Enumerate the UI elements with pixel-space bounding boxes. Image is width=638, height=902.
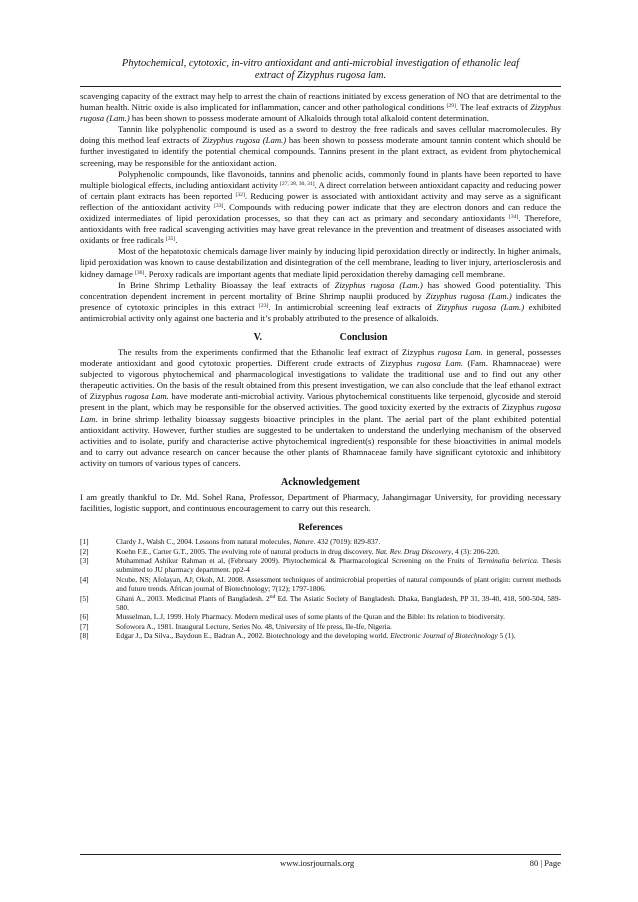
reference-number: [6] (80, 612, 89, 622)
reference-text (116, 556, 561, 575)
text-run: . Peroxy radicals are important agents that mediate lipid peroxidation thereby damaging cell membrane. (144, 268, 505, 279)
reference-item (80, 556, 561, 575)
reference-text (116, 622, 561, 631)
page-footer (80, 854, 561, 869)
species-name: rugosa Lam. (80, 402, 561, 424)
running-header-line-2: extract of Zizyphus rugosa lam. (254, 70, 387, 81)
text-run: Musselman, L.J, 1999. Holy Pharmacy. Modern medical uses of some plants of the Quran and the Bible: Its relation to biodiversity. (116, 612, 506, 622)
text-run: Muhammad Ashikur Rahman et al, (February 2009). Phytochemical & Pharmacological Screening on the Fruits of (116, 556, 478, 565)
reference-text (116, 612, 561, 621)
footer-page-number: 80 | Page (529, 858, 561, 868)
reference-text (116, 537, 561, 546)
species-name: Nat. Rev. Drug Discovery (375, 546, 452, 556)
text-run: Koehn F.E., Carter G.T., 2005. The evolving role of natural products in drug discovery. (116, 546, 376, 556)
reference-number: [3] (80, 556, 89, 565)
reference-item (80, 622, 561, 631)
citation-marker: [33] (214, 202, 224, 209)
text-run: Ncube, NS; Afolayan, AJ; Okoh, AI. 2008. Assessment techniques of antimicrobial properties of natural compounds of plant origin: current methods and future trends. African journal of Biotechnology; 7(12); 1797-1806. (116, 574, 561, 594)
text-run: 5 (1). (497, 631, 516, 641)
reference-item (80, 631, 561, 640)
citation-marker: nd (269, 593, 276, 600)
text-run: Edgar J., Da Silva., Baydoun E., Badran A., 2002. Biotechnology and the developing world. (116, 631, 391, 641)
text-run: . 432 (7019): 829-837. (313, 537, 381, 547)
page-body (80, 58, 561, 641)
paragraph-brine-shrimp (80, 280, 561, 324)
paragraph-polyphenolic (80, 169, 561, 247)
reference-number: [5] (80, 593, 89, 603)
text-run: Sofowora A., 1981. Inaugural Lecture, Series No. 48, University of Ife press, Ile-Ife, Nigeria. (116, 621, 392, 631)
text-run: The results from the experiments confirmed that the Ethanolic leaf extract of Zizyphus (118, 346, 438, 357)
paragraph-tannin (80, 124, 561, 168)
species-name: rugosa Lam. (416, 358, 464, 369)
text-run: (Fam. Rhamnaceae) were subjected to vigorous phytochemical and pharmacological investigations to validate the traditional use and to find out any other therapeutic activities. On the basis of the result obtained from this present investigation, we can also conclude that the leaf ethanol extract of Zizyphus (80, 358, 561, 402)
citation-marker: [32] (235, 191, 245, 198)
text-run: in general, possesses moderate antioxidant and good cytotoxic properties. Different crude extracts of Zizyphus (80, 346, 561, 369)
text-run: has been shown to possess moderate amount tannin content which should be further investigated to identify the potential chemical compounds. Tannins present in the plant extract, as evident from phytochemical screening, may be responsible for the antioxidant action. (80, 135, 561, 168)
paragraph-nitric-oxide (80, 91, 561, 124)
text-run: exhibited antimicrobial activity only against one bacteria and it’s probably attributed to the presence of alkaloids. (80, 301, 562, 323)
species-name: Zizyphus rugosa (Lam.) (436, 301, 525, 312)
text-run: indicates the presence of cytotoxic principles in this extract (80, 290, 561, 312)
reference-list (80, 537, 561, 640)
acknowledgement-heading: Acknowledgement (281, 477, 360, 488)
running-header (80, 58, 561, 82)
reference-text (116, 547, 561, 556)
footer-journal-link[interactable]: www.iosrjournals.org (280, 858, 355, 868)
paragraph-conclusion (80, 347, 561, 469)
acknowledgement-text: I am greatly thankful to Dr. Md. Sohel Rana, Professor, Department of Pharmacy, Jahangirnagar University, for providing necessary facilities, logistic support, and continuous encouragement to carry out this research. (80, 492, 561, 514)
citation-marker: [36] (135, 269, 145, 276)
text-run: Clardy J., Walsh C., 2004. Lessons from natural molecules, (116, 537, 294, 547)
reference-number: [7] (80, 621, 89, 631)
text-run: in brine shrimp lethality bioassay suggests bioactive principles in the plant. The aerial part of the plant exhibited potential antioxidant activity. However, further studies are suggested to be undertaken to understand the underlying mechanism of the observed activities and to isolate, purify and characterise active phytochemical ingredient(s) responsible for these bioactivities in animal models and to carry out advance research on cancer because the other plants of Rhamnaceae family have significant cytotoxic and inhibitory activity on tumors of various types of cancers. (80, 413, 561, 468)
text-run: have moderate anti-microbial activity. Various phytochemical constituents like terpenoid, glycoside and steroid present in the plant, which may be responsible for the observed activities. The good toxicity exerted by the extracts of Zizyphus (80, 391, 561, 413)
text-run: Most of the hepatotoxic chemicals damage liver mainly by inducing lipid peroxidation directly or indirectly. In higher animals, lipid peroxidation was known to cause destabilization and disintegration of the cell membrane, leading to liver injury, arteriosclerosis and kidney damage (80, 246, 561, 279)
species-name: Nature (293, 537, 314, 547)
text-run: scavenging capacity of the extract may help to arrest the chain of reactions initiated by excess generation of NO that are detrimental to the human health. Nitric oxide is also implicated for inflammation, cancer and other pathological conditions (80, 91, 561, 113)
reference-item (80, 594, 561, 613)
reference-number: [8] (80, 631, 89, 641)
species-name: Zizyphus rugosa (Lam.) (334, 279, 423, 290)
reference-text (116, 575, 561, 594)
header-rule (80, 86, 561, 87)
species-name: Zizyphus rugosa (Lam.) (202, 135, 287, 146)
species-name: Electronic Journal of Biotechnology (390, 631, 498, 641)
citation-marker: [35] (165, 236, 176, 243)
text-run: . The leaf extracts of (455, 102, 531, 113)
text-run: . Thesis submitted to JU pharmacy department. pp2-4 (116, 556, 562, 575)
reference-item (80, 575, 561, 594)
reference-number: [4] (80, 574, 89, 584)
text-run: . Reducing power is associated with antioxidant activity and may serve as a significant reflection of the antioxidant activity (80, 190, 561, 212)
reference-number: [2] (80, 546, 89, 556)
section-title: Conclusion (339, 331, 388, 343)
references-heading: References (298, 522, 343, 534)
text-run: Ed. The Asiatic Society of Bangladesh. Dhaka, Bangladesh, PP 31, 39-40, 418, 500-504, 589-580. (116, 593, 561, 613)
citation-marker: [27, 28, 30, 31] (280, 180, 315, 187)
text-run: . In antimicrobial screening leaf extracts of (268, 301, 437, 312)
text-run: . (175, 235, 178, 246)
reference-item (80, 612, 561, 621)
species-name: Zizyphus rugosa (Lam.) (425, 290, 512, 301)
species-name: rugosa Lam. (437, 346, 483, 357)
species-name: Terminalia belerica (477, 556, 537, 565)
text-run: . A direct correlation between antioxidant capacity and reducing power of certain plant extracts has been reported (80, 179, 561, 201)
reference-number: [1] (80, 537, 89, 547)
running-header-line-1: Phytochemical, cytotoxic, in-vitro antioxidant and anti-microbial investigation of ethanolic leaf (121, 58, 520, 69)
reference-item (80, 537, 561, 546)
reference-item (80, 547, 561, 556)
citation-marker: [23] (259, 302, 269, 309)
reference-text (116, 631, 561, 640)
section-number: V. (253, 331, 263, 343)
species-name: rugosa Lam. (124, 391, 169, 402)
paragraph-hepatotoxic (80, 246, 561, 279)
text-run: In Brine Shrimp Lethality Bioassay the leaf extracts of (118, 279, 335, 290)
footer-rule (80, 854, 561, 855)
text-run: , 4 (3): 206-220. (451, 546, 500, 556)
text-run: Tannin like polyphenolic compound is used as a sword to destroy the free radicals and saves cellular macromolecules. By doing this method leaf extracts of (80, 124, 561, 146)
citation-marker: [29] (446, 103, 456, 110)
section-heading-conclusion (80, 332, 561, 344)
citation-marker: [34] (509, 214, 519, 221)
text-run: has showed Good potentiality. This concentration dependent increment in percent mortality of Brine Shrimp nauplii produced by (80, 279, 561, 301)
reference-text (116, 594, 561, 613)
text-run: . Compounds with reducing power indicate that they are electron donors and can reduce the oxidized intermediates of lipid peroxidation processes, so that they can act as primary and secondary antioxidants (80, 201, 561, 224)
text-run: has been shown to possess moderate amount of Alkaloids through total alkaloid content determination. (129, 113, 489, 124)
text-run: Ghani A., 2003. Medicinal Plants of Bangladesh. 2 (116, 593, 270, 603)
text-run: . Therefore, antioxidants with free radical scavenging activities may have great relevance in the prevention and treatment of diseases associated with oxidants or free radicals (80, 213, 561, 246)
species-name: Zizyphus rugosa (Lam.) (80, 102, 561, 124)
text-run: Polyphenolic compounds, like flavonoids, tannins and phenolic acids, commonly found in plants have been reported to have multiple biological effects, including antioxidant activity (80, 168, 561, 190)
